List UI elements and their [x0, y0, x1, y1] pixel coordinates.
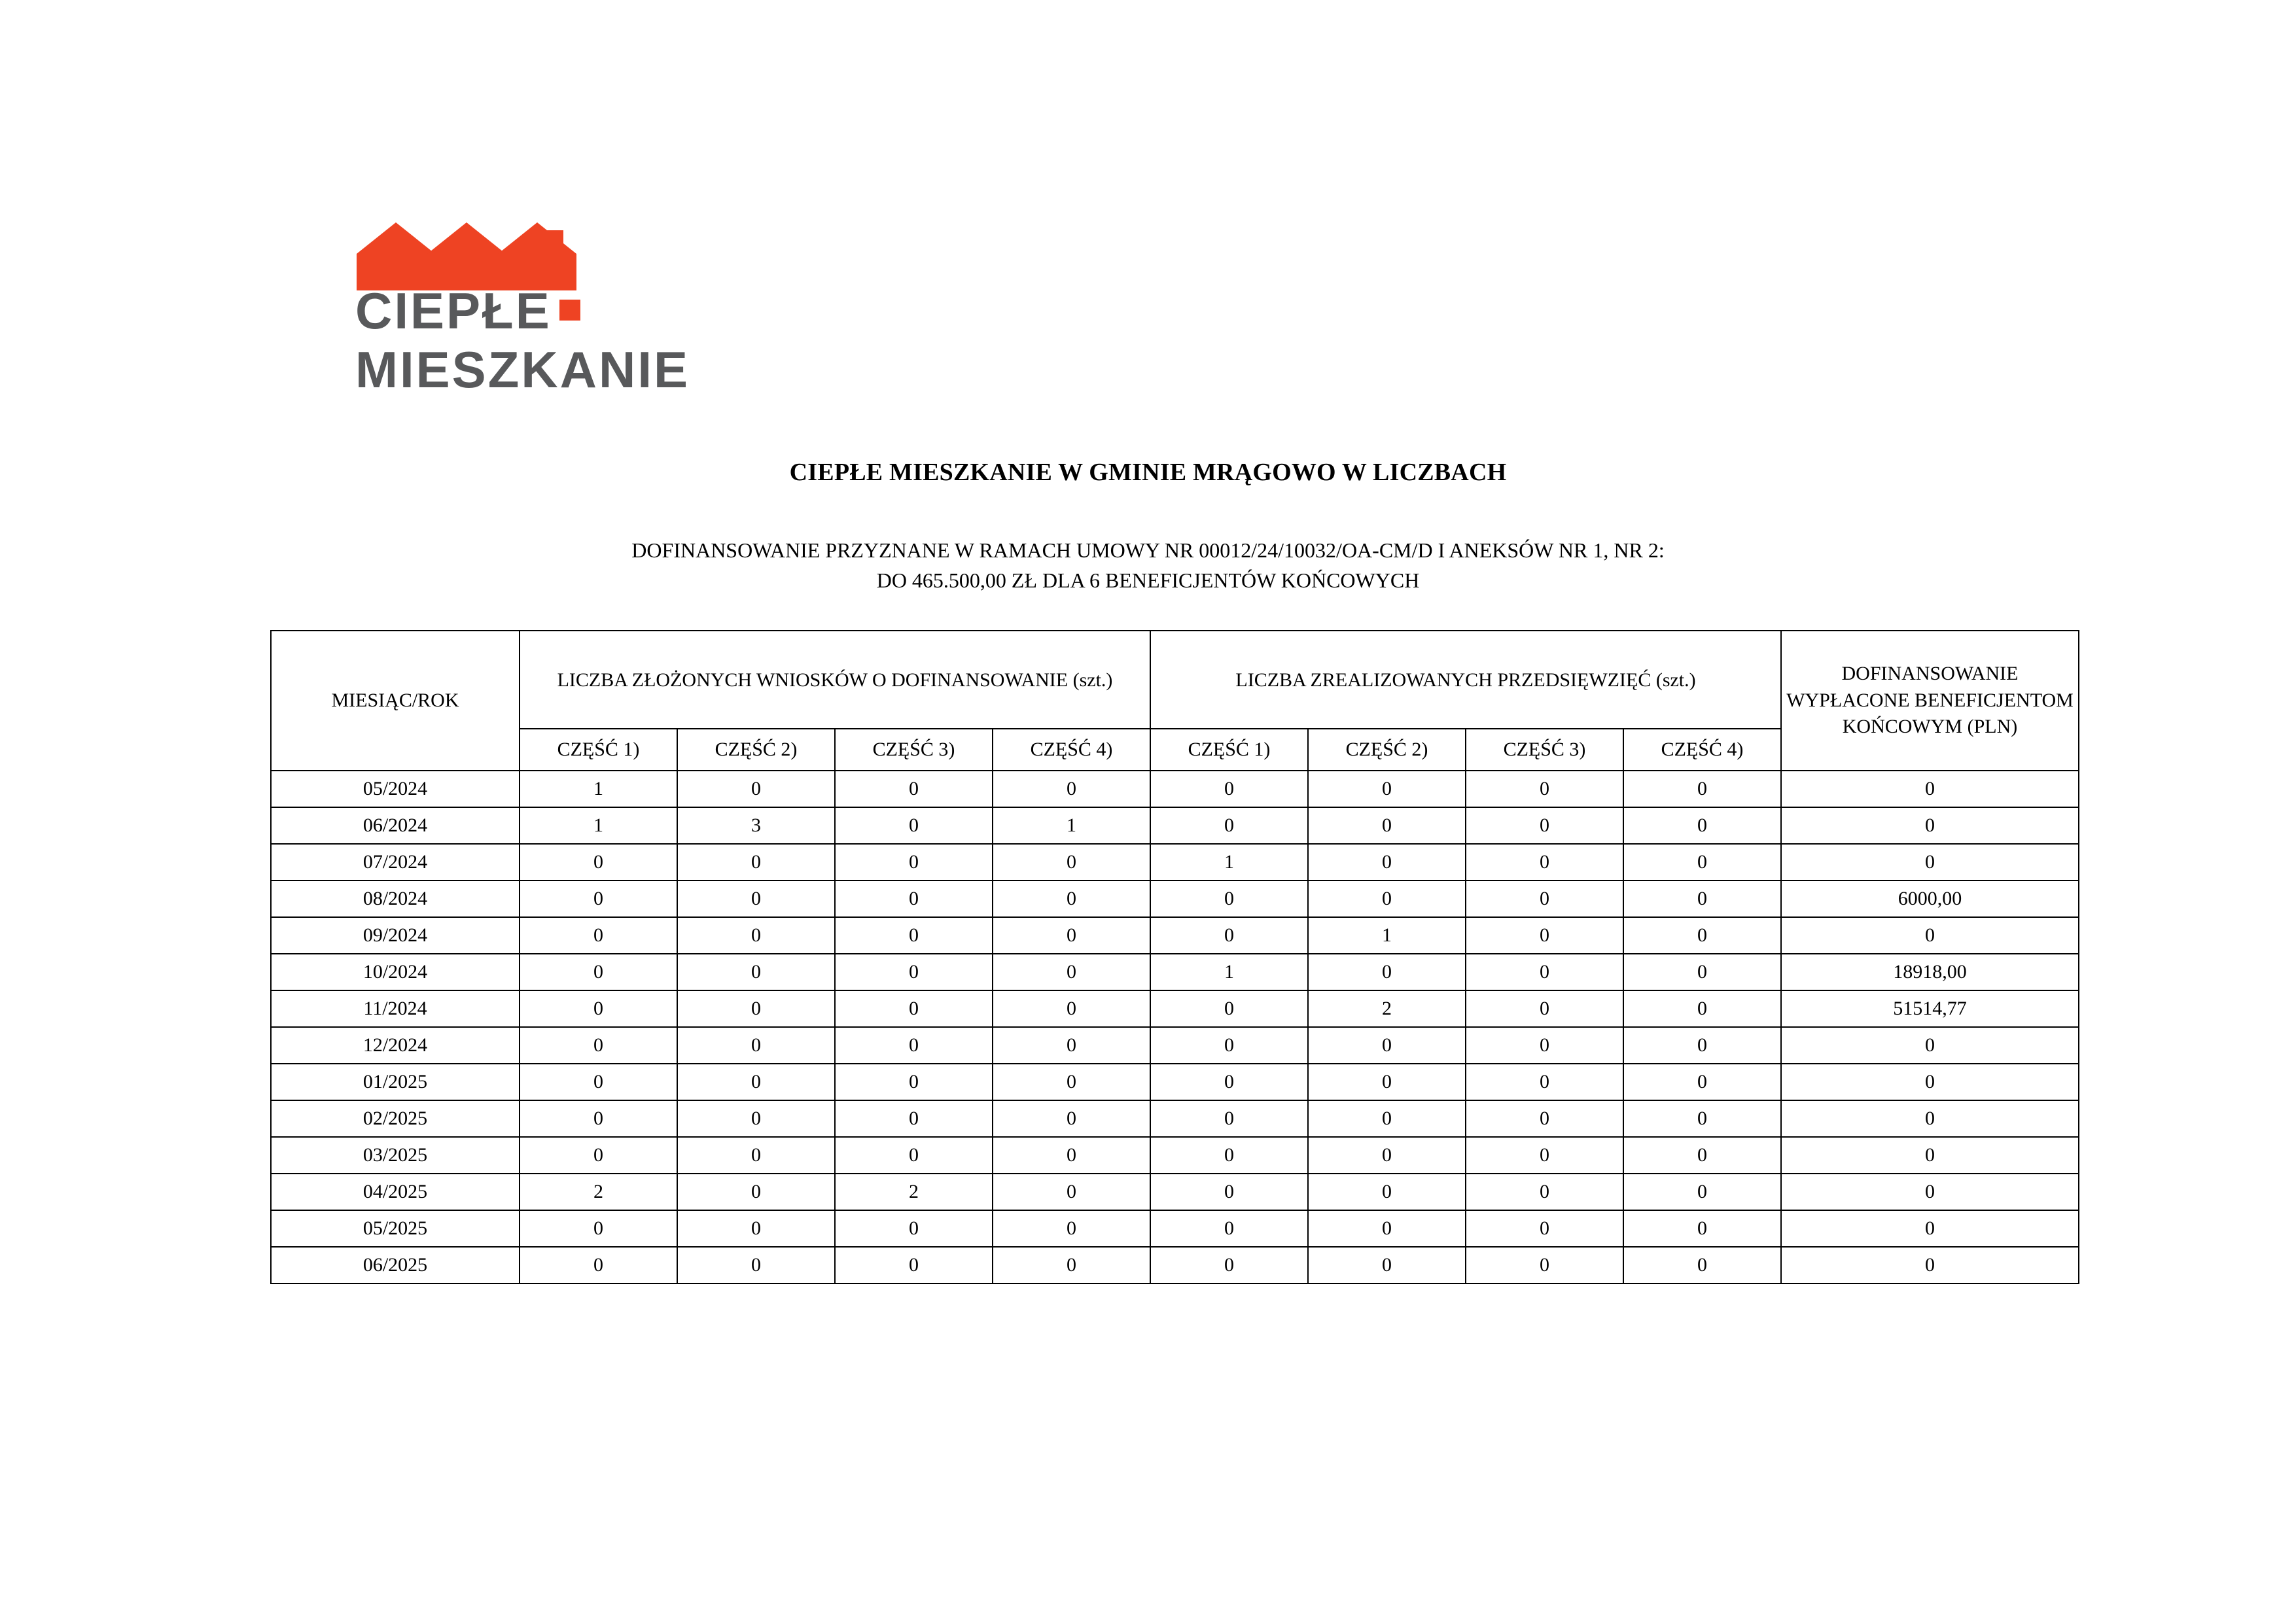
cell-month: 09/2024	[271, 917, 520, 954]
header-sub-app-2: CZĘŚĆ 2)	[677, 729, 835, 771]
cell-app-1: 0	[520, 990, 677, 1027]
cell-app-3: 0	[835, 990, 993, 1027]
table-row	[271, 1174, 2079, 1210]
cell-app-1: 1	[520, 771, 677, 807]
cell-app-2: 0	[677, 1137, 835, 1174]
table-row	[271, 1100, 2079, 1137]
cell-done-3: 0	[1466, 1137, 1623, 1174]
cell-app-3: 0	[835, 954, 993, 990]
cell-app-2: 0	[677, 917, 835, 954]
cell-app-1: 0	[520, 1027, 677, 1064]
table-row	[271, 1027, 2079, 1064]
cell-app-3: 0	[835, 771, 993, 807]
cell-payout: 51514,77	[1781, 990, 2079, 1027]
logo-text-mieszkanie: MIESZKANIE	[355, 341, 690, 398]
header-sub-app-3: CZĘŚĆ 3)	[835, 729, 993, 771]
cell-app-4: 0	[993, 844, 1150, 881]
header-sub-done-1: CZĘŚĆ 1)	[1150, 729, 1308, 771]
cell-done-1: 0	[1150, 1027, 1308, 1064]
cell-app-4: 0	[993, 1027, 1150, 1064]
cell-app-2: 0	[677, 1064, 835, 1100]
statistics-table	[270, 630, 2079, 1284]
cell-app-1: 0	[520, 1210, 677, 1247]
cell-app-4: 0	[993, 1100, 1150, 1137]
cell-app-4: 0	[993, 990, 1150, 1027]
table-header-row-groups	[271, 631, 2079, 729]
cell-done-3: 0	[1466, 844, 1623, 881]
cell-month: 10/2024	[271, 954, 520, 990]
cell-done-4: 0	[1623, 1137, 1781, 1174]
cell-app-2: 0	[677, 1100, 835, 1137]
cell-app-4: 0	[993, 881, 1150, 917]
header-group-applications: LICZBA ZŁOŻONYCH WNIOSKÓW O DOFINANSOWANIE (szt.)	[520, 631, 1150, 729]
cell-app-4: 0	[993, 1064, 1150, 1100]
cell-app-3: 2	[835, 1174, 993, 1210]
cell-payout: 18918,00	[1781, 954, 2079, 990]
cell-done-1: 0	[1150, 1064, 1308, 1100]
cell-done-1: 1	[1150, 844, 1308, 881]
cell-done-3: 0	[1466, 1027, 1623, 1064]
houses-roofline-icon	[357, 222, 576, 290]
cell-done-2: 0	[1308, 1027, 1466, 1064]
cell-done-2: 1	[1308, 917, 1466, 954]
cell-done-1: 1	[1150, 954, 1308, 990]
cell-app-2: 0	[677, 1027, 835, 1064]
table-row	[271, 1210, 2079, 1247]
cell-app-2: 3	[677, 807, 835, 844]
cell-month: 12/2024	[271, 1027, 520, 1064]
cell-app-1: 0	[520, 844, 677, 881]
cell-app-3: 0	[835, 1027, 993, 1064]
cell-done-2: 0	[1308, 1137, 1466, 1174]
cell-done-4: 0	[1623, 1064, 1781, 1100]
header-sub-app-1: CZĘŚĆ 1)	[520, 729, 677, 771]
subtitle-line-1: DOFINANSOWANIE PRZYZNANE W RAMACH UMOWY NR 00012/24/10032/OA-CM/D I ANEKSÓW NR 1, NR 2:	[631, 538, 1665, 562]
header-sub-app-4: CZĘŚĆ 4)	[993, 729, 1150, 771]
cell-app-1: 0	[520, 881, 677, 917]
header-group-payout: DOFINANSOWANIE WYPŁACONE BENEFICJENTOM KOŃCOWYM (PLN)	[1781, 631, 2079, 771]
cell-app-4: 0	[993, 1137, 1150, 1174]
table-row	[271, 917, 2079, 954]
table-row	[271, 844, 2079, 881]
page-title: CIEPŁE MIESZKANIE W GMINIE MRĄGOWO W LICZBACH	[789, 459, 1507, 486]
cell-app-1: 0	[520, 954, 677, 990]
cell-app-1: 0	[520, 1247, 677, 1283]
statistics-table-container	[270, 630, 2074, 1284]
cell-payout: 0	[1781, 1174, 2079, 1210]
cell-done-3: 0	[1466, 807, 1623, 844]
cell-month: 04/2025	[271, 1174, 520, 1210]
cell-done-2: 0	[1308, 1064, 1466, 1100]
cell-app-4: 0	[993, 1210, 1150, 1247]
cell-done-4: 0	[1623, 990, 1781, 1027]
cell-app-3: 0	[835, 1210, 993, 1247]
table-row	[271, 771, 2079, 807]
cell-app-3: 0	[835, 1100, 993, 1137]
logo-graphic	[350, 216, 782, 419]
cell-app-2: 0	[677, 1210, 835, 1247]
cell-done-3: 0	[1466, 881, 1623, 917]
cell-done-1: 0	[1150, 1247, 1308, 1283]
cell-done-4: 0	[1623, 1027, 1781, 1064]
cell-payout: 0	[1781, 844, 2079, 881]
cell-payout: 0	[1781, 1100, 2079, 1137]
cell-done-3: 0	[1466, 1247, 1623, 1283]
header-month: MIESIĄC/ROK	[271, 631, 520, 771]
cell-done-4: 0	[1623, 1100, 1781, 1137]
cell-done-1: 0	[1150, 1100, 1308, 1137]
cell-payout: 0	[1781, 1210, 2079, 1247]
table-header	[271, 631, 2079, 771]
table-row	[271, 807, 2079, 844]
cell-payout: 0	[1781, 917, 2079, 954]
cell-app-4: 0	[993, 954, 1150, 990]
header-sub-done-2: CZĘŚĆ 2)	[1308, 729, 1466, 771]
cell-payout: 0	[1781, 771, 2079, 807]
cell-app-1: 1	[520, 807, 677, 844]
cell-done-4: 0	[1623, 881, 1781, 917]
cell-month: 08/2024	[271, 881, 520, 917]
table-row	[271, 1137, 2079, 1174]
cell-done-1: 0	[1150, 990, 1308, 1027]
cell-done-1: 0	[1150, 881, 1308, 917]
logo-square-accent	[559, 300, 580, 321]
cell-app-1: 0	[520, 1100, 677, 1137]
cell-done-1: 0	[1150, 807, 1308, 844]
cell-app-3: 0	[835, 881, 993, 917]
cell-done-4: 0	[1623, 917, 1781, 954]
header-group-completed: LICZBA ZREALIZOWANYCH PRZEDSIĘWZIĘĆ (szt.)	[1150, 631, 1781, 729]
cell-month: 05/2024	[271, 771, 520, 807]
cell-app-3: 0	[835, 917, 993, 954]
cell-done-2: 0	[1308, 1174, 1466, 1210]
cell-done-2: 0	[1308, 771, 1466, 807]
cell-app-4: 0	[993, 1247, 1150, 1283]
cell-done-3: 0	[1466, 990, 1623, 1027]
cell-done-4: 0	[1623, 954, 1781, 990]
table-row	[271, 1247, 2079, 1283]
cell-done-4: 0	[1623, 844, 1781, 881]
cell-app-4: 0	[993, 1174, 1150, 1210]
cell-app-2: 0	[677, 771, 835, 807]
cell-app-1: 2	[520, 1174, 677, 1210]
cell-app-1: 0	[520, 1064, 677, 1100]
cell-month: 06/2024	[271, 807, 520, 844]
logo-text-ciepe: CIEPŁE	[355, 282, 552, 340]
document-subtitle	[0, 535, 2296, 596]
cell-app-2: 0	[677, 990, 835, 1027]
cell-month: 01/2025	[271, 1064, 520, 1100]
cell-done-4: 0	[1623, 1210, 1781, 1247]
table-row	[271, 1064, 2079, 1100]
cell-done-3: 0	[1466, 1100, 1623, 1137]
cell-done-4: 0	[1623, 771, 1781, 807]
cell-payout: 6000,00	[1781, 881, 2079, 917]
cell-app-4: 1	[993, 807, 1150, 844]
cell-done-2: 0	[1308, 1100, 1466, 1137]
cell-done-2: 0	[1308, 1247, 1466, 1283]
cell-payout: 0	[1781, 1064, 2079, 1100]
cell-app-1: 0	[520, 917, 677, 954]
cell-done-3: 0	[1466, 1174, 1623, 1210]
cell-app-2: 0	[677, 844, 835, 881]
cell-app-3: 0	[835, 1137, 993, 1174]
cell-month: 06/2025	[271, 1247, 520, 1283]
cell-app-2: 0	[677, 1174, 835, 1210]
cell-app-3: 0	[835, 844, 993, 881]
cell-done-4: 0	[1623, 1247, 1781, 1283]
table-row	[271, 954, 2079, 990]
cell-payout: 0	[1781, 1027, 2079, 1064]
cell-payout: 0	[1781, 1247, 2079, 1283]
cell-app-2: 0	[677, 1247, 835, 1283]
cell-done-3: 0	[1466, 954, 1623, 990]
cell-done-3: 0	[1466, 771, 1623, 807]
cell-app-3: 0	[835, 1064, 993, 1100]
cell-app-4: 0	[993, 771, 1150, 807]
cell-payout: 0	[1781, 1137, 2079, 1174]
cell-app-3: 0	[835, 807, 993, 844]
cell-done-4: 0	[1623, 807, 1781, 844]
cell-done-4: 0	[1623, 1174, 1781, 1210]
cell-app-4: 0	[993, 917, 1150, 954]
subtitle-line-2: DO 465.500,00 ZŁ DLA 6 BENEFICJENTÓW KOŃCOWYCH	[876, 568, 1420, 593]
cell-done-3: 0	[1466, 917, 1623, 954]
cell-done-3: 0	[1466, 1064, 1623, 1100]
cell-month: 03/2025	[271, 1137, 520, 1174]
cell-payout: 0	[1781, 807, 2079, 844]
cell-done-1: 0	[1150, 771, 1308, 807]
cell-done-2: 2	[1308, 990, 1466, 1027]
cell-done-2: 0	[1308, 1210, 1466, 1247]
cell-done-1: 0	[1150, 1174, 1308, 1210]
cell-month: 07/2024	[271, 844, 520, 881]
cell-month: 11/2024	[271, 990, 520, 1027]
cell-done-2: 0	[1308, 954, 1466, 990]
cell-app-3: 0	[835, 1247, 993, 1283]
table-row	[271, 881, 2079, 917]
ciepe-mieszkanie-logo	[350, 216, 782, 419]
cell-done-3: 0	[1466, 1210, 1623, 1247]
cell-done-1: 0	[1150, 917, 1308, 954]
header-sub-done-4: CZĘŚĆ 4)	[1623, 729, 1781, 771]
cell-month: 02/2025	[271, 1100, 520, 1137]
cell-month: 05/2025	[271, 1210, 520, 1247]
cell-app-2: 0	[677, 881, 835, 917]
cell-done-1: 0	[1150, 1137, 1308, 1174]
header-sub-done-3: CZĘŚĆ 3)	[1466, 729, 1623, 771]
table-row	[271, 990, 2079, 1027]
cell-app-1: 0	[520, 1137, 677, 1174]
table-body	[271, 771, 2079, 1283]
cell-done-2: 0	[1308, 807, 1466, 844]
cell-done-1: 0	[1150, 1210, 1308, 1247]
cell-app-2: 0	[677, 954, 835, 990]
cell-done-2: 0	[1308, 881, 1466, 917]
cell-done-2: 0	[1308, 844, 1466, 881]
